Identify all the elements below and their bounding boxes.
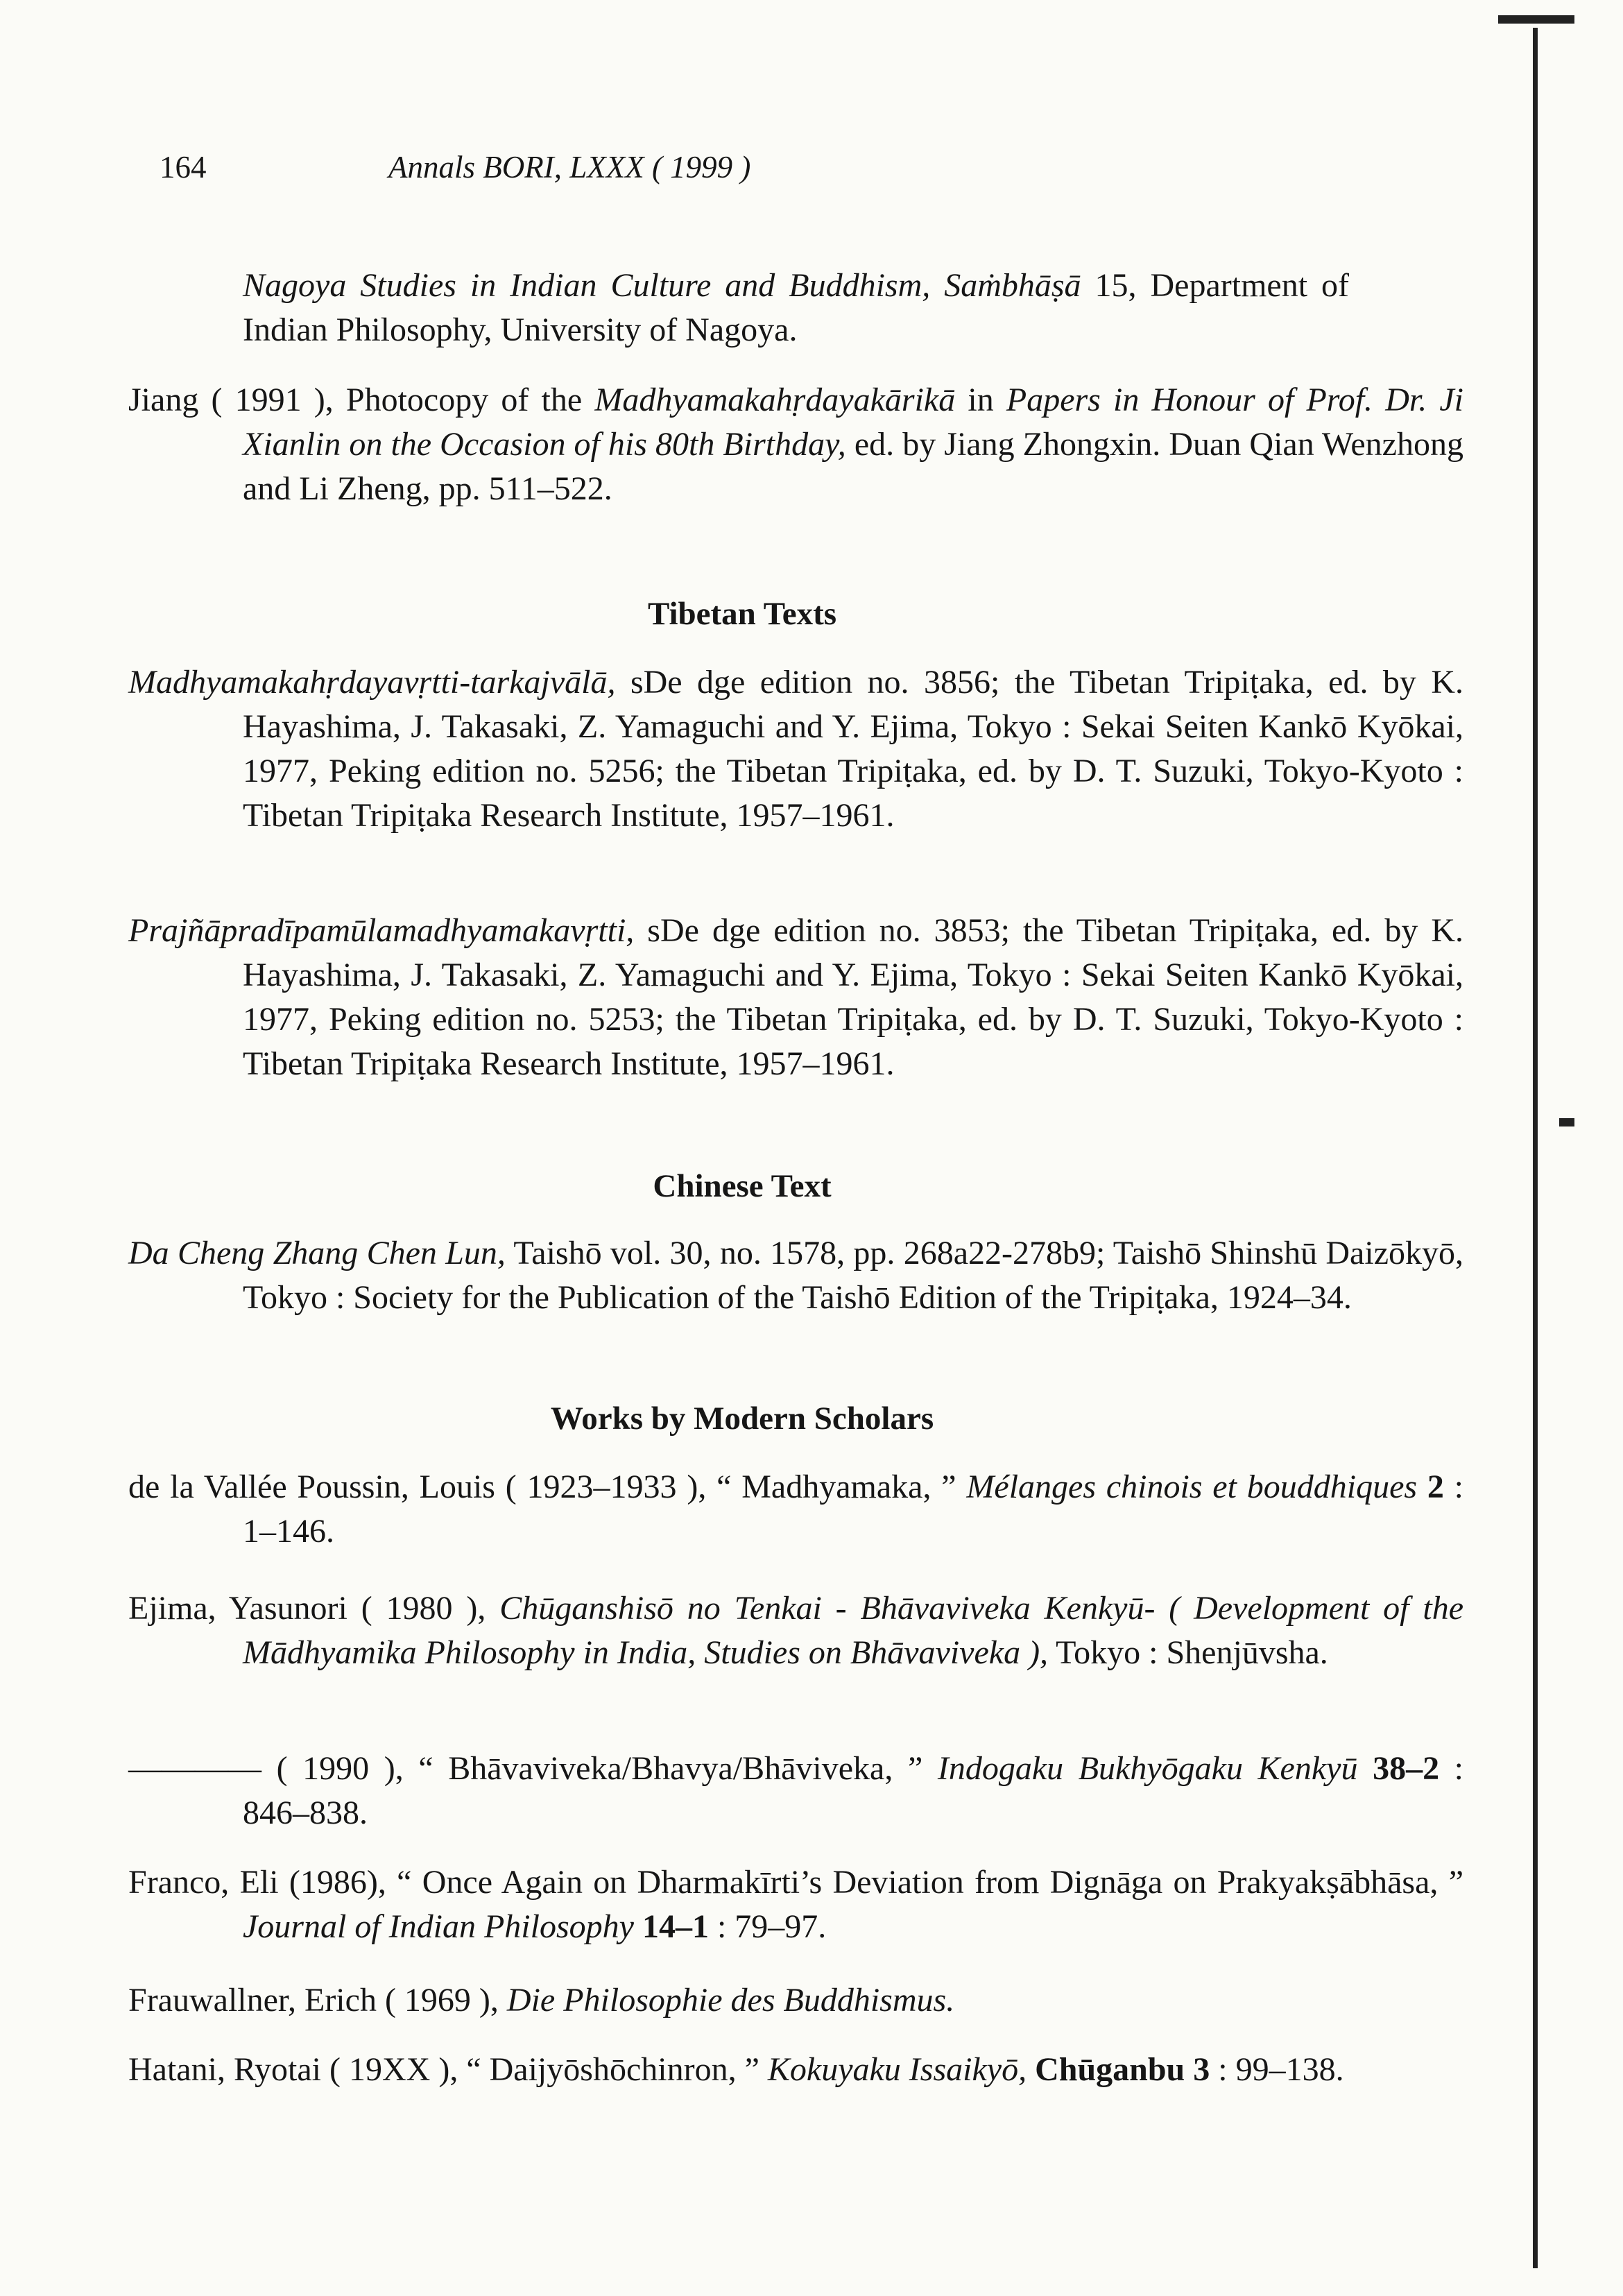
bibliography-entry-tibetan-1: Madhyamakahṛdayavṛtti-tarkajvālā, sDe dge edition no. 3856; the Tibetan Tripiṭaka, ed. by K. Hayashima, J. Takasaki, Z. Yamaguchi and Y. Ejima, Tokyo : Sekai Seiten Kankō Kyōkai, 1977, Peking edition no. 5256; the Tibetan Tripiṭaka, ed. by D. T. Suzuki, Tokyo-Kyoto : Tibetan Tripiṭaka Research Institute, 1957–1961.	[128, 664, 1463, 834]
bibliography-entry-jiang: Jiang ( 1991 ), Photocopy of the Madhyamakahṛdayakārikā in Papers in Honour of Prof. Dr. Ji Xianlin on the Occasion of his 80th Birthday, ed. by Jiang Zhongxin. Duan Qian Wenzhong and Li Zheng, pp. 511–522.	[128, 382, 1464, 507]
page-header	[160, 149, 750, 185]
bibliography-entry-ejima-1980: Ejima, Yasunori ( 1980 ), Chūganshisō no Tenkai - Bhāvaviveka Kenkyū- ( Development of the Mādhyamika Philosophy in India, Studies on Bhāvaviveka ), Tokyo : Shenjūvsha.	[128, 1590, 1463, 1671]
margin-mark	[1559, 1118, 1574, 1126]
bibliography-entry-ejima-1990: ———— ( 1990 ), “ Bhāvaviveka/Bhavya/Bhāviveka, ” Indogaku Bukhyōgaku Kenkyū 38–2 : 846–838.	[128, 1750, 1464, 1831]
bibliography-entry-continuation: Nagoya Studies in Indian Culture and Buddhism, Saṁbhāṣā 15, Department of Indian Philosophy, University of Nagoya.	[243, 267, 1349, 348]
section-heading-modern: Works by Modern Scholars	[550, 1400, 934, 1437]
bibliography-entry-tibetan-2: Prajñāpradīpamūlamadhyamakavṛtti, sDe dge edition no. 3853; the Tibetan Tripiṭaka, ed. by K. Hayashima, J. Takasaki, Z. Yamaguchi and Y. Ejima, Tokyo : Sekai Seiten Kankō Kyōkai, 1977, Peking edition no. 5253; the Tibetan Tripiṭaka, ed. by D. T. Suzuki, Tokyo-Kyoto : Tibetan Tripiṭaka Research Institute, 1957–1961.	[128, 912, 1463, 1082]
bibliography-entry-poussin: de la Vallée Poussin, Louis ( 1923–1933 ), “ Madhyamaka, ” Mélanges chinois et bouddhiques 2 : 1–146.	[128, 1468, 1463, 1550]
section-heading-chinese: Chinese Text	[653, 1168, 832, 1204]
bibliography-entry-hatani: Hatani, Ryotai ( 19XX ), “ Daijyōshōchinron, ” Kokuyaku Issaikyō, Chūganbu 3 : 99–138.	[128, 2051, 1344, 2088]
bibliography-entry-frauwallner: Frauwallner, Erich ( 1969 ), Die Philosophie des Buddhismus.	[128, 1982, 955, 2019]
page-number: 164	[160, 150, 207, 185]
bibliography-entry-franco: Franco, Eli (1986), “ Once Again on Dharmakīrti’s Deviation from Dignāga on Prakyakṣābhāsa, ” Journal of Indian Philosophy 14–1 : 79–97.	[128, 1864, 1463, 1945]
binding-edge-cap	[1498, 15, 1574, 24]
binding-edge-line	[1533, 28, 1538, 2268]
bibliography-entry-chinese: Da Cheng Zhang Chen Lun, Taishō vol. 30, no. 1578, pp. 268a22-278b9; Taishō Shinshū Daizōkyō, Tokyo : Society for the Publication of the Taishō Edition of the Tripiṭaka, 1924–34.	[128, 1235, 1463, 1316]
section-heading-tibetan: Tibetan Texts	[647, 596, 837, 632]
running-title: Annals BORI, LXXX ( 1999 )	[388, 150, 751, 185]
